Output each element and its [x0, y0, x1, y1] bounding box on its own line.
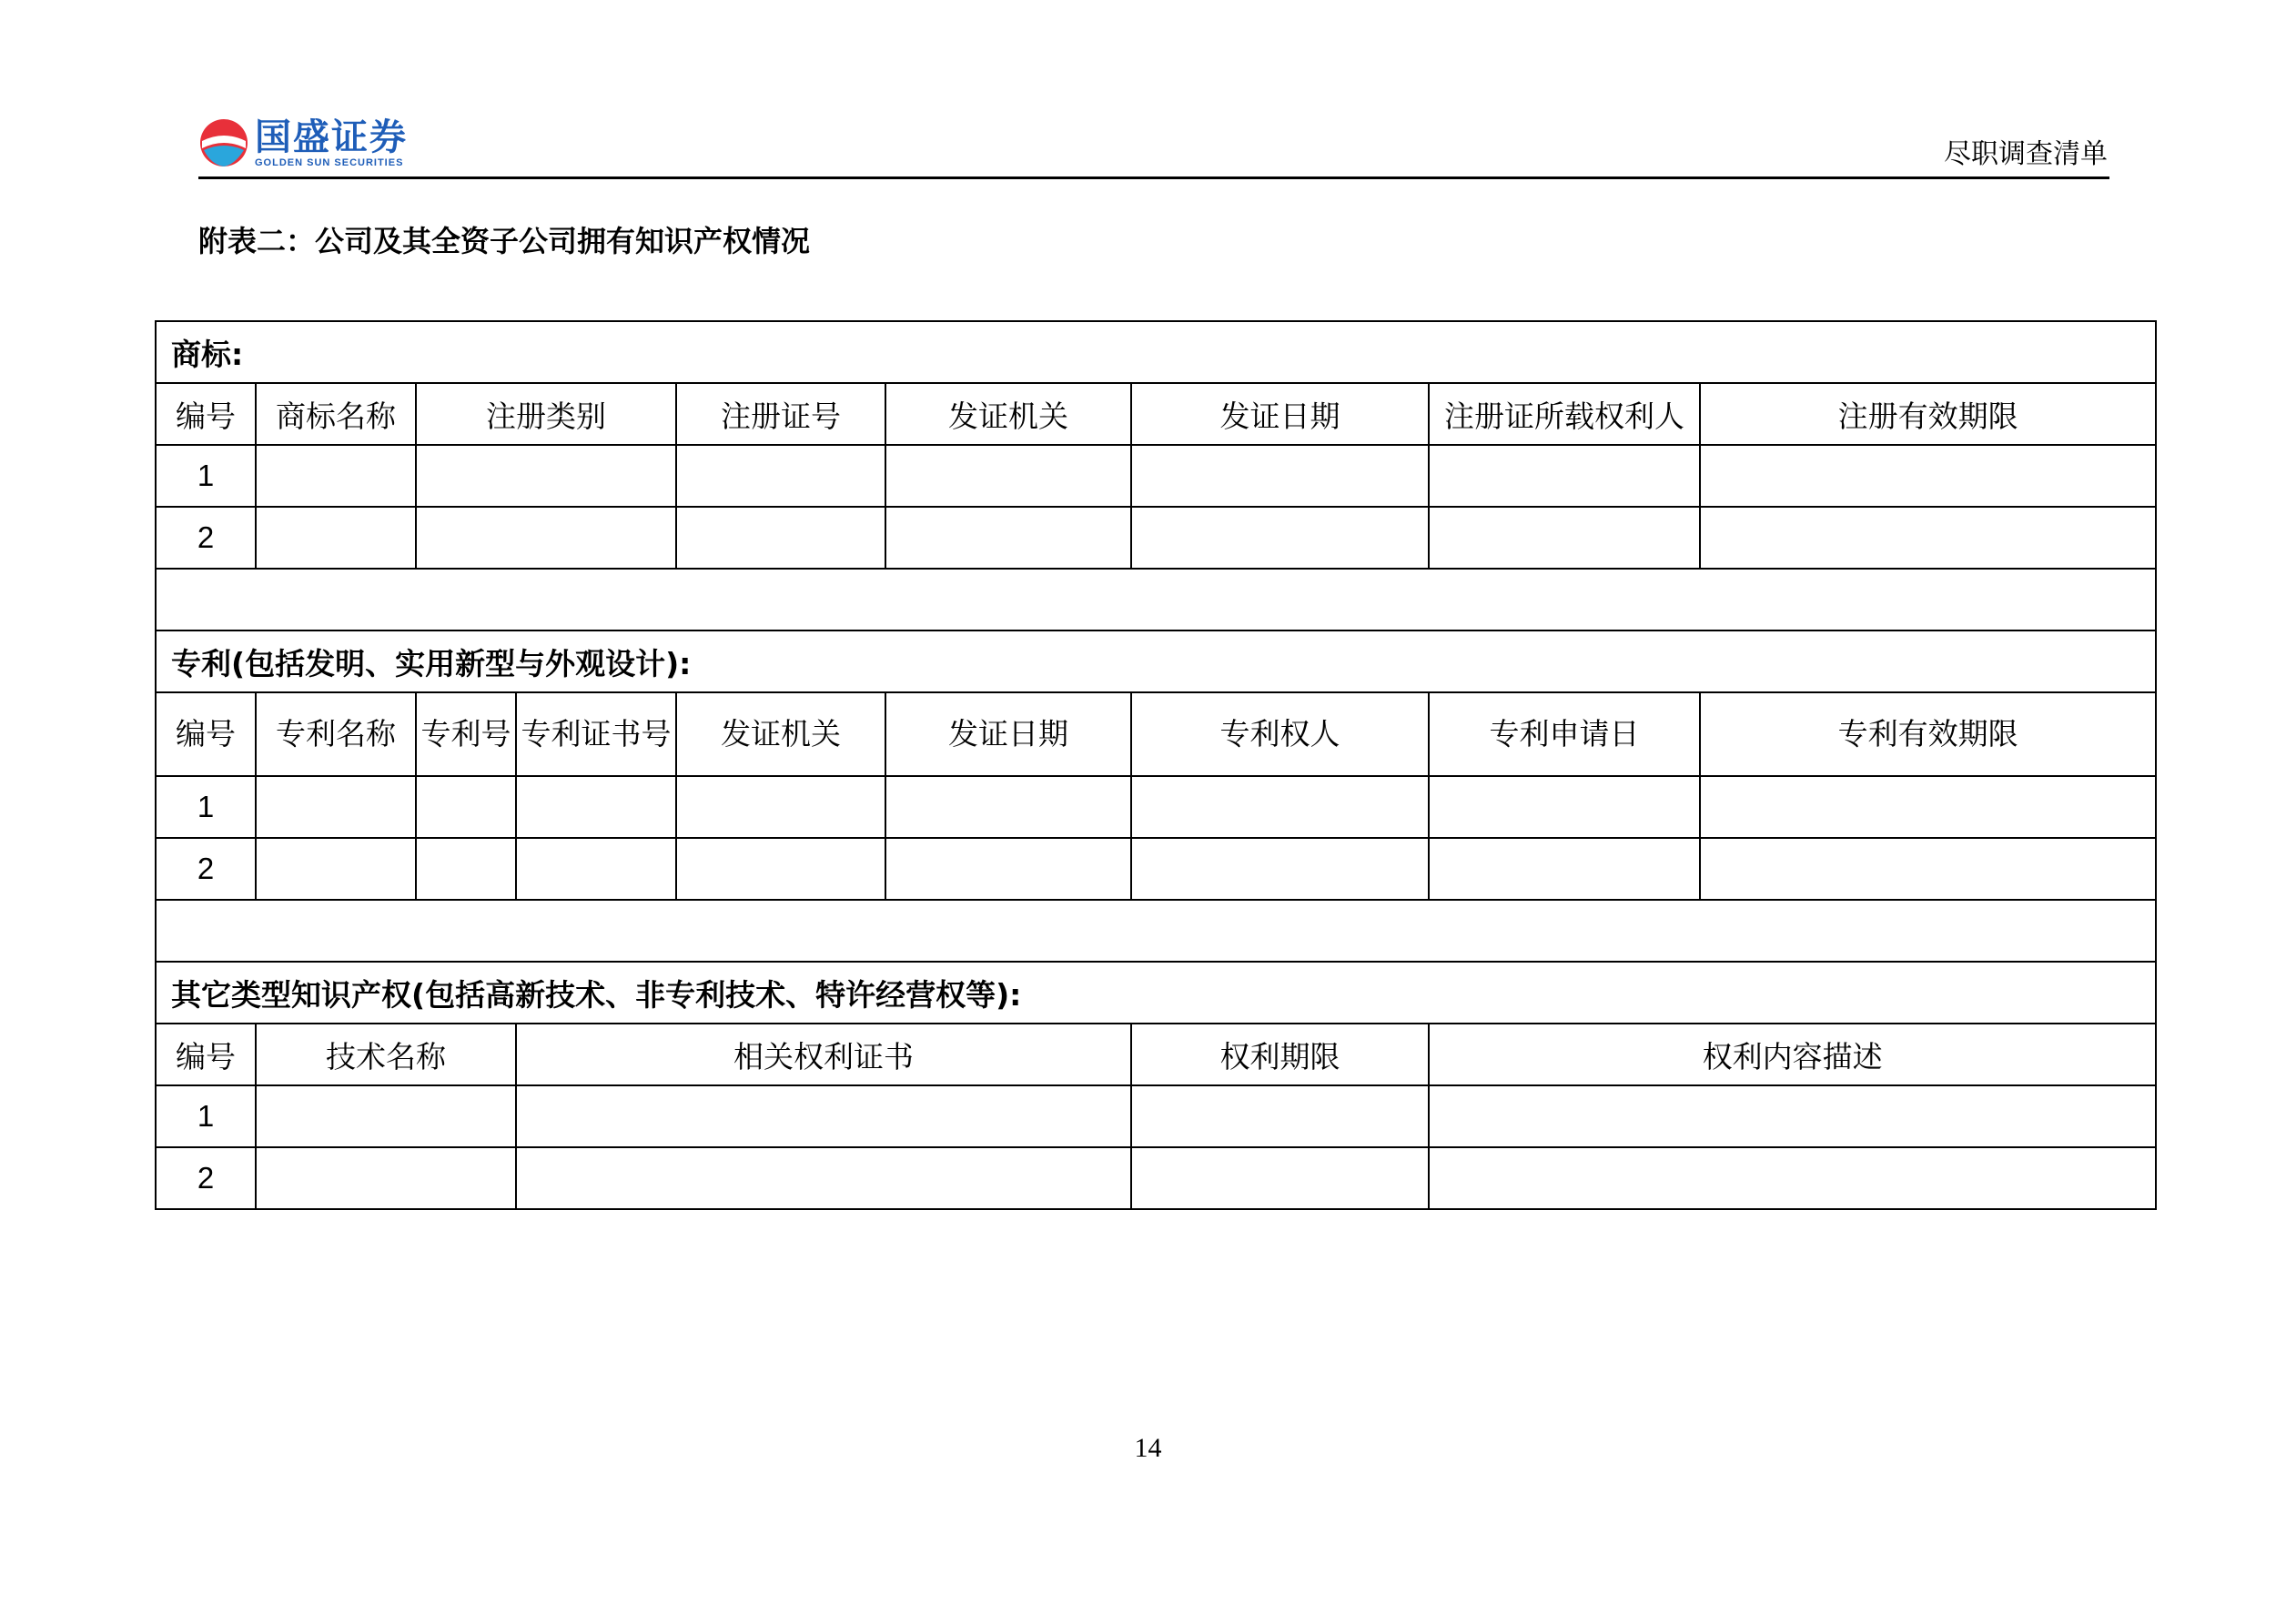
column-header: 专利名称: [256, 692, 416, 776]
table-cell: [1131, 507, 1429, 569]
page-title: 附表二：公司及其全资子公司拥有知识产权情况: [198, 224, 811, 258]
company-logo: [198, 111, 408, 175]
table-cell: [1700, 445, 2156, 507]
page-number: 14: [1134, 1433, 1162, 1463]
table-cell: [885, 445, 1131, 507]
column-header: 发证机关: [885, 383, 1131, 445]
table-cell: [416, 445, 676, 507]
column-header: 发证机关: [676, 692, 885, 776]
table-cell: [256, 507, 416, 569]
table-cell: [1700, 776, 2156, 838]
table-cell: [1131, 1147, 1429, 1209]
column-header: 专利申请日: [1429, 692, 1700, 776]
column-header: 专利号: [416, 692, 516, 776]
column-header: 权利期限: [1131, 1024, 1429, 1085]
row-number: 2: [156, 507, 256, 569]
table-cell: [516, 1147, 1131, 1209]
column-header: 专利权人: [1131, 692, 1429, 776]
column-header: 编号: [156, 692, 256, 776]
table-cell: [256, 838, 416, 900]
document-type-label: 尽职调查清单: [1944, 138, 2108, 170]
table-row: [156, 776, 2156, 838]
table-row: [156, 1085, 2156, 1147]
table-cell: [156, 900, 2156, 962]
table-cell: [1429, 1147, 2156, 1209]
table-cell: [416, 507, 676, 569]
other-ip-section-row: [156, 962, 2156, 1024]
column-header: 注册类别: [416, 383, 676, 445]
table-cell: [676, 776, 885, 838]
table-cell: [516, 776, 676, 838]
table-row: [156, 507, 2156, 569]
table-cell: [1131, 445, 1429, 507]
ip-table: [155, 320, 2157, 1210]
table-cell: [1429, 445, 1700, 507]
table-cell: [416, 776, 516, 838]
spacer-row: [156, 900, 2156, 962]
row-number: 1: [156, 1085, 256, 1147]
table-cell: [885, 838, 1131, 900]
table-cell: [1429, 507, 1700, 569]
spacer-row: [156, 569, 2156, 630]
table-cell: [256, 776, 416, 838]
column-header: 编号: [156, 1024, 256, 1085]
column-header: 注册证号: [676, 383, 885, 445]
page-header: [198, 100, 2109, 179]
logo-english-name: GOLDEN SUN SECURITIES: [255, 157, 404, 168]
table-cell: [256, 1085, 516, 1147]
column-header: 注册有效期限: [1700, 383, 2156, 445]
table-cell: [516, 1085, 1131, 1147]
row-number: 2: [156, 838, 256, 900]
table-cell: [885, 507, 1131, 569]
column-header: 编号: [156, 383, 256, 445]
row-number: 1: [156, 445, 256, 507]
table-row: [156, 1147, 2156, 1209]
table-cell: [516, 838, 676, 900]
patent-header-row: [156, 692, 2156, 776]
other-ip-section-label: 其它类型知识产权(包括高新技术、非专利技术、特许经营权等):: [156, 962, 2156, 1024]
table-cell: [885, 776, 1131, 838]
row-number: 1: [156, 776, 256, 838]
trademark-header-row: [156, 383, 2156, 445]
table-cell: [1131, 776, 1429, 838]
column-header: 注册证所载权利人: [1429, 383, 1700, 445]
column-header: 发证日期: [1131, 383, 1429, 445]
other-ip-header-row: [156, 1024, 2156, 1085]
trademark-section-row: [156, 321, 2156, 383]
row-number: 2: [156, 1147, 256, 1209]
table-row: [156, 445, 2156, 507]
table-cell: [1429, 838, 1700, 900]
table-cell: [676, 445, 885, 507]
column-header: 发证日期: [885, 692, 1131, 776]
table-cell: [156, 569, 2156, 630]
column-header: 相关权利证书: [516, 1024, 1131, 1085]
table-cell: [676, 838, 885, 900]
table-cell: [1429, 1085, 2156, 1147]
logo-emblem-icon: [198, 117, 249, 168]
table-cell: [1700, 838, 2156, 900]
table-cell: [1131, 838, 1429, 900]
column-header: 商标名称: [256, 383, 416, 445]
trademark-section-label: 商标:: [156, 321, 2156, 383]
column-header: 专利证书号: [516, 692, 676, 776]
table-cell: [1700, 507, 2156, 569]
table-cell: [256, 1147, 516, 1209]
table-cell: [1131, 1085, 1429, 1147]
logo-chinese-name: 国盛证券: [255, 116, 408, 158]
table-cell: [416, 838, 516, 900]
table-cell: [676, 507, 885, 569]
patent-section-label: 专利(包括发明、实用新型与外观设计):: [156, 630, 2156, 692]
patent-section-row: [156, 630, 2156, 692]
column-header: 专利有效期限: [1700, 692, 2156, 776]
table-cell: [1429, 776, 1700, 838]
column-header: 技术名称: [256, 1024, 516, 1085]
column-header: 权利内容描述: [1429, 1024, 2156, 1085]
table-row: [156, 838, 2156, 900]
table-cell: [256, 445, 416, 507]
